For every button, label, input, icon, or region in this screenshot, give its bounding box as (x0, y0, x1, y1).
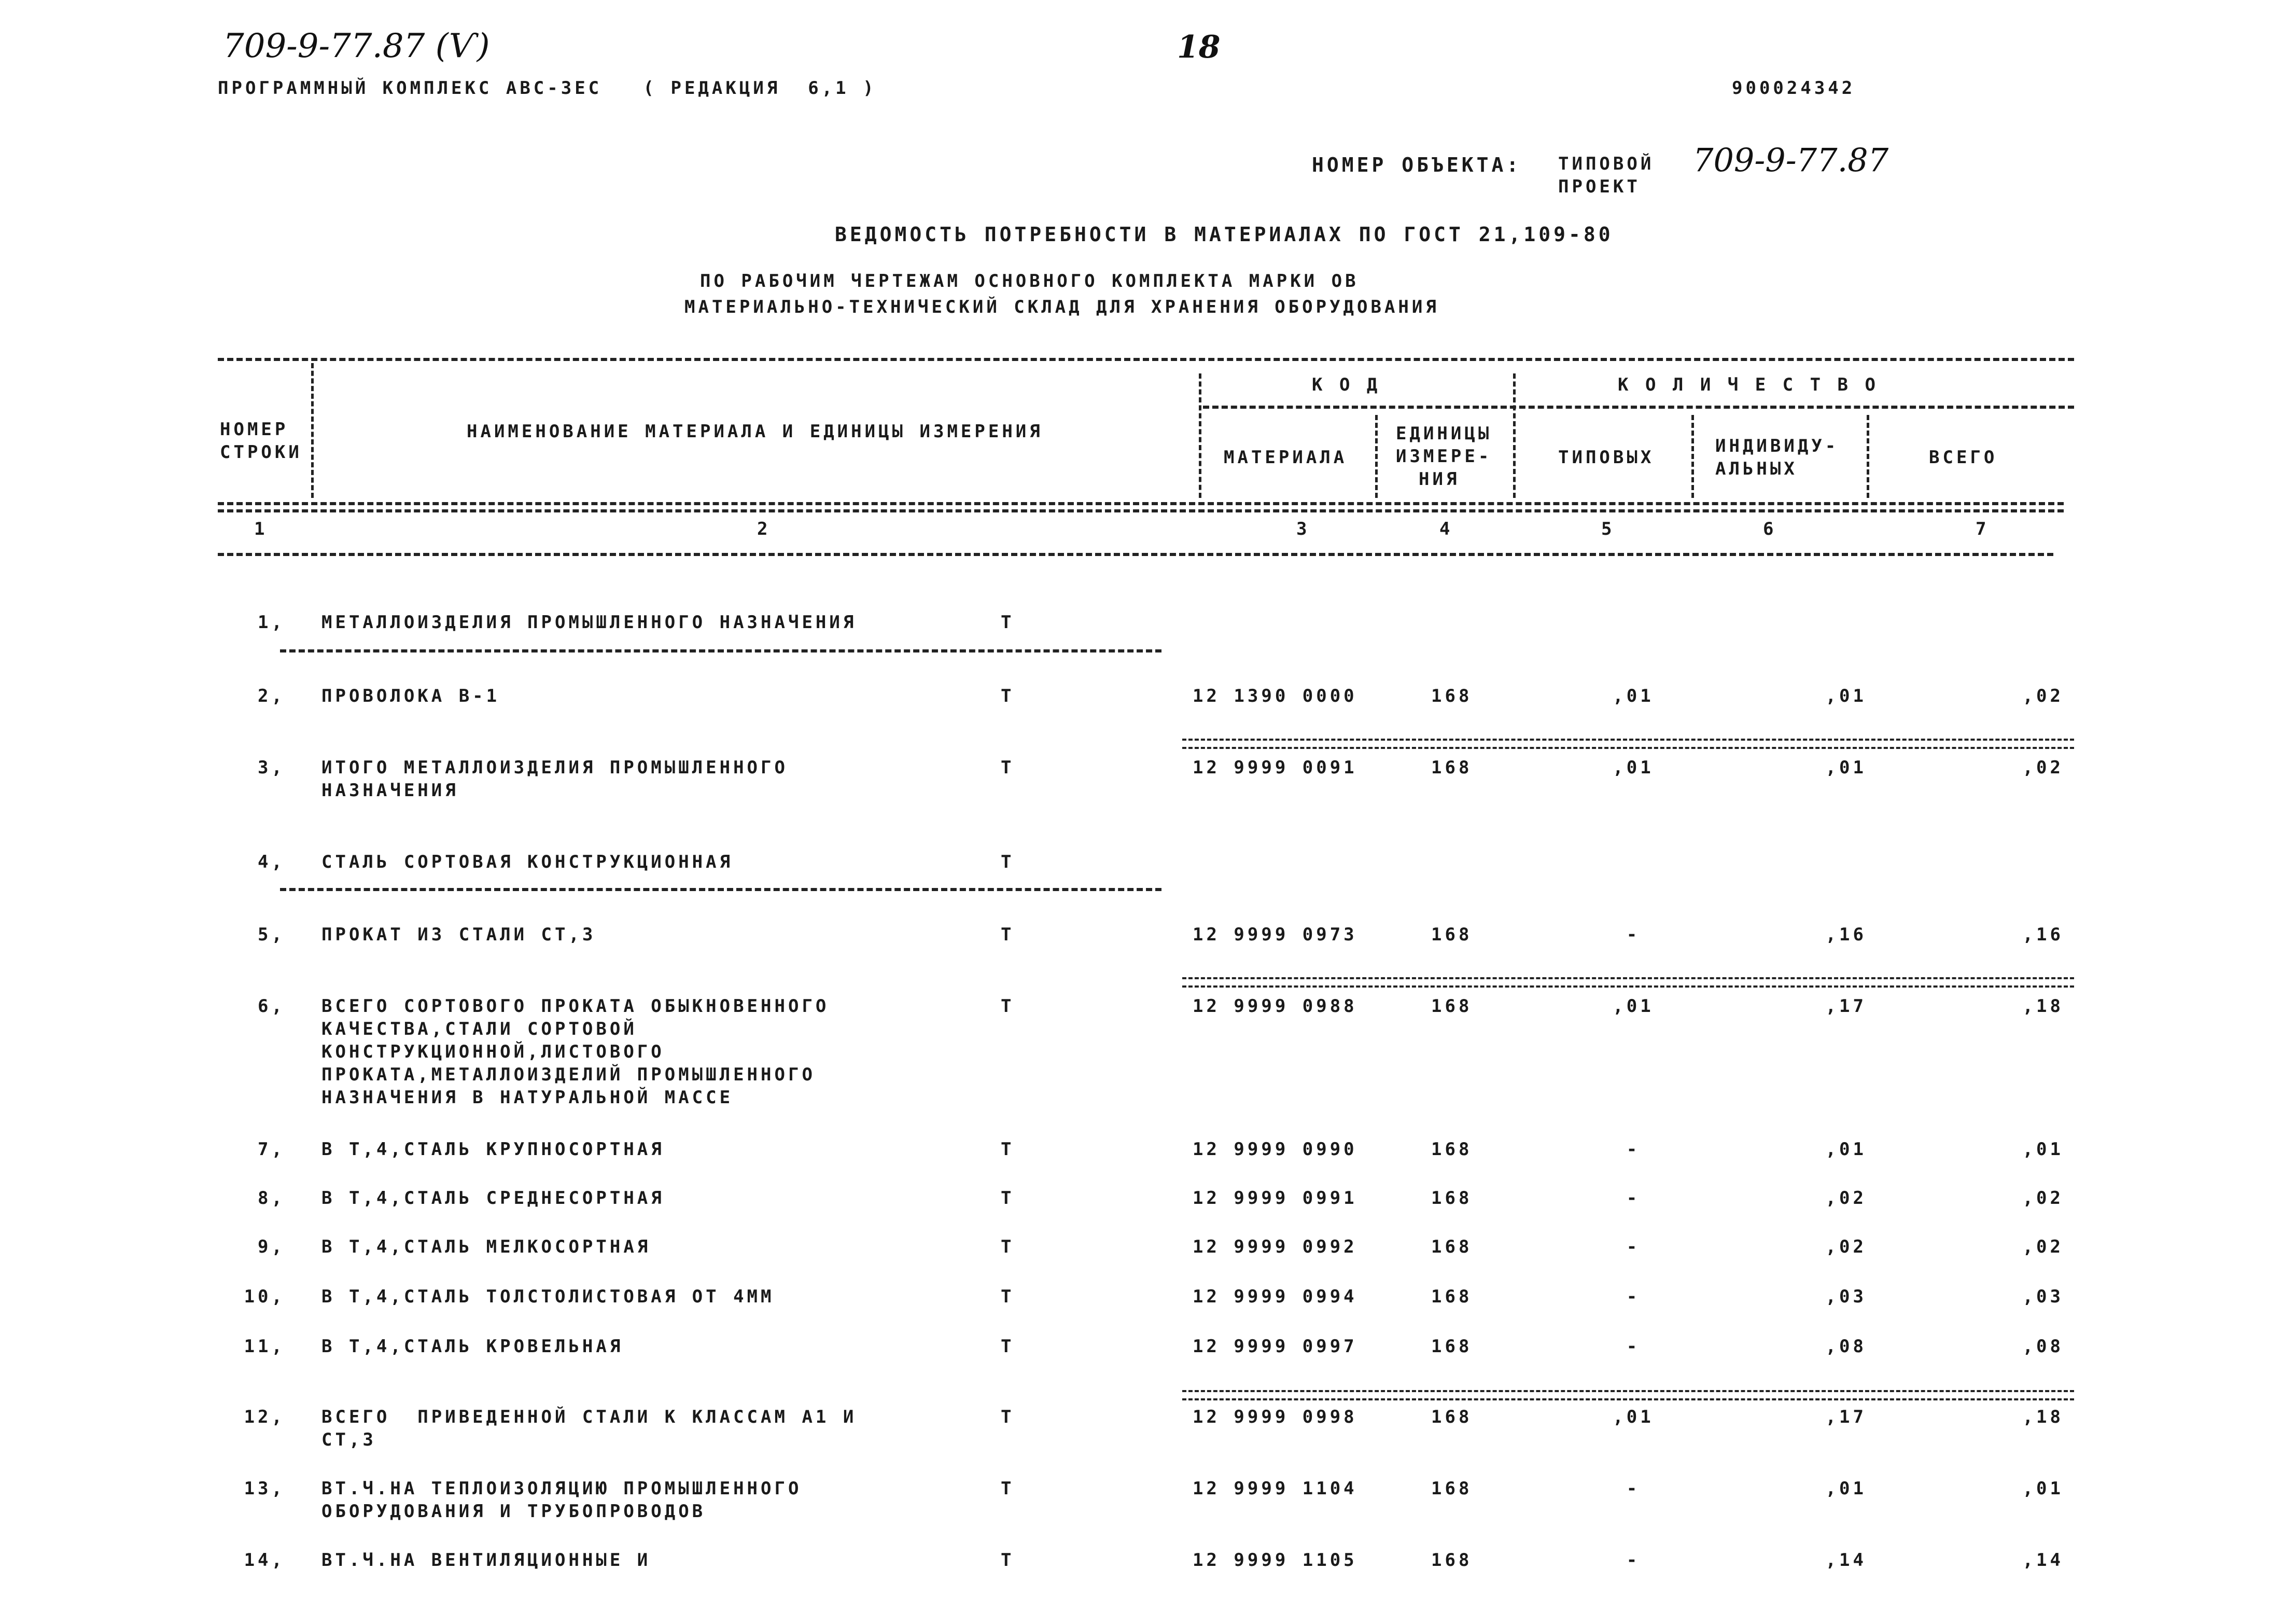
unit-code: 168 (1431, 1336, 1473, 1357)
row-number: 14, (244, 1550, 285, 1571)
quantity-individual: ,02 (1825, 1237, 1867, 1257)
quantity-individual: ,08 (1825, 1336, 1867, 1357)
header-typical: ТИПОВЫХ (1558, 447, 1655, 468)
unit-code: 168 (1431, 924, 1473, 945)
material-name-line: НАЗНАЧЕНИЯ В НАТУРАЛЬНОЙ МАССЕ (321, 1087, 734, 1108)
object-number-label: НОМЕР ОБЪЕКТА: (1312, 154, 1522, 176)
quantity-individual: ,17 (1825, 996, 1867, 1017)
row-number: 11, (244, 1336, 285, 1357)
column-number-2: 2 (757, 519, 771, 539)
unit-code: 168 (1431, 1286, 1473, 1307)
unit-code: 168 (1431, 1237, 1473, 1257)
quantity-total: ,01 (2022, 1139, 2064, 1160)
quantity-total: ,02 (2022, 757, 2064, 778)
quantity-typical: ,01 (1613, 996, 1654, 1017)
quantity-individual: ,01 (1825, 686, 1867, 706)
column-number-5: 5 (1601, 519, 1615, 539)
material-name-line: МЕТАЛЛОИЗДЕЛИЯ ПРОМЫШЛЕННОГО НАЗНАЧЕНИЯ (321, 612, 857, 633)
row-number: 5, (258, 924, 285, 945)
material-name-line: ВТ.Ч.НА ВЕНТИЛЯЦИОННЫЕ И (321, 1550, 651, 1571)
col-divider-6 (1867, 415, 1869, 498)
quantity-typical: - (1626, 924, 1641, 945)
total-separator-2 (1182, 977, 2074, 988)
material-name-line: В Т,4,СТАЛЬ СРЕДНЕСОРТНАЯ (321, 1188, 665, 1209)
page-number: 18 (1177, 29, 1221, 65)
measure-unit: Т (1001, 924, 1015, 945)
quantity-typical: - (1626, 1188, 1641, 1209)
material-name-line: СТ,3 (321, 1429, 376, 1450)
material-code: 12 9999 0988 (1193, 996, 1357, 1017)
col-divider-2 (1199, 373, 1201, 498)
table-top-rule (218, 358, 2074, 361)
measure-unit: Т (1001, 612, 1015, 633)
measure-unit: Т (1001, 1407, 1015, 1427)
project-code: 709-9-77.87 (1693, 141, 1889, 179)
quantity-individual: ,01 (1825, 1478, 1867, 1499)
unit-code: 168 (1431, 1550, 1473, 1571)
row-number: 3, (258, 757, 285, 778)
header-bottom-rule-1 (218, 502, 2064, 505)
header-individual-line2: АЛЬНЫХ (1715, 459, 1798, 479)
quantity-individual: ,01 (1825, 1139, 1867, 1160)
quantity-total: ,02 (2022, 686, 2064, 706)
measure-unit: Т (1001, 1286, 1015, 1307)
material-name-line: НАЗНАЧЕНИЯ (321, 780, 459, 801)
col-divider-1 (311, 363, 314, 498)
quantity-total: ,14 (2022, 1550, 2064, 1571)
row-number: 6, (258, 996, 285, 1017)
document-code: 709-9-77.87 (Ѵ) (223, 27, 490, 65)
column-number-6: 6 (1763, 519, 1777, 539)
row-number: 10, (244, 1286, 285, 1307)
material-name-line: КАЧЕСТВА,СТАЛИ СОРТОВОЙ (321, 1019, 637, 1039)
material-name-line: В Т,4,СТАЛЬ КРУПНОСОРТНАЯ (321, 1139, 665, 1160)
material-code: 12 9999 1105 (1193, 1550, 1357, 1571)
col-divider-5 (1691, 415, 1694, 498)
material-name-line: ВТ.Ч.НА ТЕПЛОИЗОЛЯЦИЮ ПРОМЫШЛЕННОГО (321, 1478, 802, 1499)
col-divider-3 (1375, 415, 1378, 498)
quantity-individual: ,17 (1825, 1407, 1867, 1427)
document-subtitle-1: ПО РАБОЧИМ ЧЕРТЕЖАМ ОСНОВНОГО КОМПЛЕКТА МАРКИ ОВ (700, 271, 1359, 291)
quantity-total: ,01 (2022, 1478, 2064, 1499)
quantity-typical: - (1626, 1286, 1641, 1307)
row-number: 7, (258, 1139, 285, 1160)
column-numbers-rule (218, 553, 2053, 556)
material-code: 12 9999 0998 (1193, 1407, 1357, 1427)
document-subtitle-2: МАТЕРИАЛЬНО-ТЕХНИЧЕСКИЙ СКЛАД ДЛЯ ХРАНЕНИЯ ОБОРУДОВАНИЯ (684, 297, 1439, 317)
row-number: 2, (258, 686, 285, 706)
header-bottom-rule-2 (218, 509, 2064, 512)
material-name-line: В Т,4,СТАЛЬ МЕЛКОСОРТНАЯ (321, 1237, 651, 1257)
measure-unit: Т (1001, 1478, 1015, 1499)
quantity-typical: - (1626, 1139, 1641, 1160)
row-number: 4, (258, 852, 285, 872)
material-name-line: ПРОКАТ ИЗ СТАЛИ СТ,3 (321, 924, 596, 945)
material-name-line: ОБОРУДОВАНИЯ И ТРУБОПРОВОДОВ (321, 1501, 706, 1522)
software-line: ПРОГРАММНЫЙ КОМПЛЕКС АВС-3ЕС ( РЕДАКЦИЯ 6,1 ) (218, 78, 877, 99)
material-name-line: СТАЛЬ СОРТОВАЯ КОНСТРУКЦИОННАЯ (321, 852, 734, 872)
quantity-total: ,18 (2022, 1407, 2064, 1427)
unit-code: 168 (1431, 1478, 1473, 1499)
header-code-group: К О Д (1312, 374, 1381, 395)
material-code: 12 9999 0091 (1193, 757, 1357, 778)
project-type-line2: ПРОЕКТ (1558, 176, 1641, 197)
header-unit-line2: ИЗМЕРЕ- (1396, 446, 1492, 467)
quantity-individual: ,16 (1825, 924, 1867, 945)
row-number: 12, (244, 1407, 285, 1427)
quantity-total: ,02 (2022, 1188, 2064, 1209)
document-title: ВЕДОМОСТЬ ПОТРЕБНОСТИ В МАТЕРИАЛАХ ПО ГОСТ 21,109-80 (835, 223, 1614, 246)
quantity-total: ,03 (2022, 1286, 2064, 1307)
column-number-7: 7 (1976, 519, 1990, 539)
material-code: 12 9999 0994 (1193, 1286, 1357, 1307)
header-quantity-group: К О Л И Ч Е С Т В О (1618, 374, 1879, 395)
column-number-1: 1 (254, 519, 268, 539)
header-group-rule (1203, 406, 2074, 409)
material-code: 12 9999 0992 (1193, 1237, 1357, 1257)
unit-code: 168 (1431, 996, 1473, 1017)
material-code: 12 9999 0990 (1193, 1139, 1357, 1160)
quantity-typical: - (1626, 1336, 1641, 1357)
material-code: 12 9999 0991 (1193, 1188, 1357, 1209)
measure-unit: Т (1001, 1550, 1015, 1571)
unit-code: 168 (1431, 1407, 1473, 1427)
quantity-typical: ,01 (1613, 1407, 1654, 1427)
column-number-4: 4 (1439, 519, 1453, 539)
quantity-individual: ,14 (1825, 1550, 1867, 1571)
quantity-total: ,18 (2022, 996, 2064, 1017)
material-code: 12 9999 1104 (1193, 1478, 1357, 1499)
row-number: 13, (244, 1478, 285, 1499)
header-row-number-1: НОМЕР (220, 419, 289, 440)
header-material-name: НАИМЕНОВАНИЕ МАТЕРИАЛА И ЕДИНИЦЫ ИЗМЕРЕНИЯ (467, 421, 1043, 442)
header-unit-line3: НИЯ (1419, 469, 1460, 490)
material-code: 12 1390 0000 (1193, 686, 1357, 706)
total-separator-3 (1182, 1390, 2074, 1400)
unit-code: 168 (1431, 1139, 1473, 1160)
material-name-line: ПРОКАТА,МЕТАЛЛОИЗДЕЛИЙ ПРОМЫШЛЕННОГО (321, 1064, 816, 1085)
column-number-3: 3 (1296, 519, 1310, 539)
measure-unit: Т (1001, 686, 1015, 706)
header-individual-line1: ИНДИВИДУ- (1715, 436, 1839, 456)
quantity-individual: ,03 (1825, 1286, 1867, 1307)
quantity-individual: ,01 (1825, 757, 1867, 778)
material-name-line: ВСЕГО СОРТОВОГО ПРОКАТА ОБЫКНОВЕННОГО (321, 996, 830, 1017)
row-number: 8, (258, 1188, 285, 1209)
measure-unit: Т (1001, 996, 1015, 1017)
quantity-individual: ,02 (1825, 1188, 1867, 1209)
measure-unit: Т (1001, 1188, 1015, 1209)
unit-code: 168 (1431, 686, 1473, 706)
header-row-number-2: СТРОКИ (220, 442, 302, 463)
measure-unit: Т (1001, 1336, 1015, 1357)
material-code: 12 9999 0973 (1193, 924, 1357, 945)
row-number: 9, (258, 1237, 285, 1257)
measure-unit: Т (1001, 1139, 1015, 1160)
measure-unit: Т (1001, 757, 1015, 778)
material-code: 12 9999 0997 (1193, 1336, 1357, 1357)
quantity-typical: ,01 (1613, 686, 1654, 706)
unit-code: 168 (1431, 757, 1473, 778)
header-total: ВСЕГО (1929, 447, 1998, 468)
measure-unit: Т (1001, 852, 1015, 872)
quantity-typical: ,01 (1613, 757, 1654, 778)
quantity-typical: - (1626, 1478, 1641, 1499)
row-number: 1, (258, 612, 285, 633)
header-material-code: МАТЕРИАЛА (1224, 447, 1348, 468)
quantity-typical: - (1626, 1237, 1641, 1257)
total-separator-1 (1182, 739, 2074, 749)
quantity-total: ,08 (2022, 1336, 2064, 1357)
project-type-line1: ТИПОВОЙ (1558, 154, 1655, 174)
quantity-total: ,16 (2022, 924, 2064, 945)
col-divider-4 (1513, 373, 1516, 498)
material-name-line: В Т,4,СТАЛЬ ТОЛСТОЛИСТОВАЯ ОТ 4ММ (321, 1286, 775, 1307)
material-name-line: ВСЕГО ПРИВЕДЕННОЙ СТАЛИ К КЛАССАМ А1 И (321, 1407, 857, 1427)
material-name-line: ПРОВОЛОКА В-1 (321, 686, 500, 706)
material-name-line: КОНСТРУКЦИОННОЙ,ЛИСТОВОГО (321, 1041, 665, 1062)
serial-number: 900024342 (1732, 78, 1856, 99)
header-unit-line1: ЕДИНИЦЫ (1396, 423, 1492, 444)
quantity-total: ,02 (2022, 1237, 2064, 1257)
section-4-underline (280, 888, 1161, 891)
measure-unit: Т (1001, 1237, 1015, 1257)
material-name-line: В Т,4,СТАЛЬ КРОВЕЛЬНАЯ (321, 1336, 624, 1357)
unit-code: 168 (1431, 1188, 1473, 1209)
material-name-line: ИТОГО МЕТАЛЛОИЗДЕЛИЯ ПРОМЫШЛЕННОГО (321, 757, 788, 778)
quantity-typical: - (1626, 1550, 1641, 1571)
section-1-underline (280, 649, 1161, 652)
